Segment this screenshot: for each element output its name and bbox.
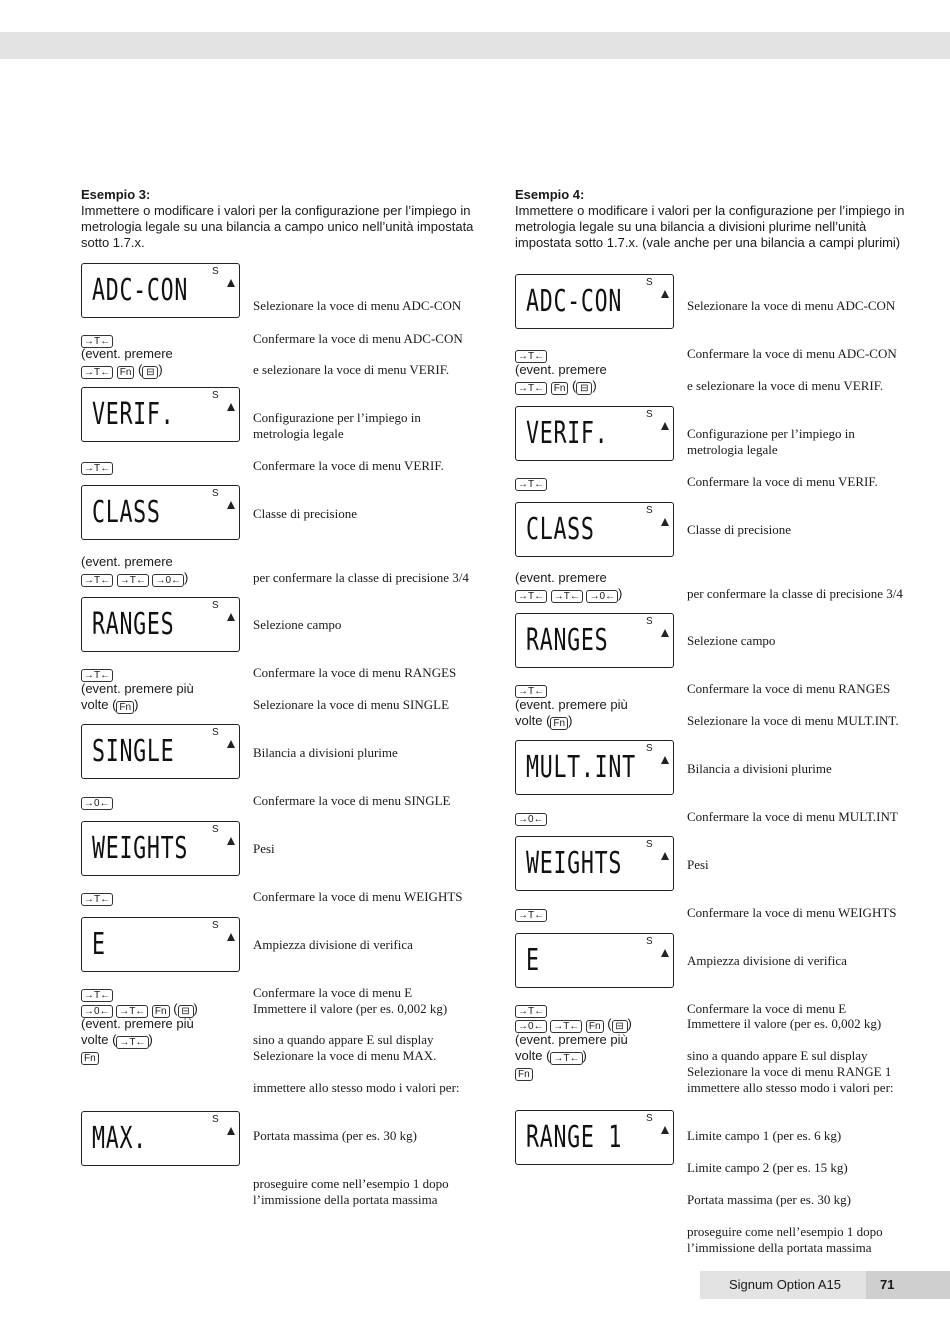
example-4-intro: Immettere o modificare i valori per la configurazione per l’impiego in metrologia legale su una bilancia a divisioni plurime nell’unità impostata sotto 1.7.x. (vale anche per una bilancia a campi plurimi) [515,203,905,250]
example-4-column: Esempio 4: Immettere o modificare i valori per la configurazione per l’impiego in metrologia legale su una bilancia a divisioni plurime nell’unità impostata sotto 1.7.x. (vale anche per una bilancia a campi plurimi) ADC-CON S VERIF. S CLASS S RANGES S MULT.INT S WEIGHTS S E S RANGE 1 S →T← (event. premere →T← Fn ( ⊟ ) →T← (event. premere →T← →T← →0← ) →T← (event. premere più volte ( Fn ) →0← →T← →T← →0← →T← Fn ( ⊟ ) (event. premere più volte ( →T← ) Fn Selezionare la voce di menu ADC-CON Confermare la voce di menu ADC-CON e selezionare la voce di menu VERIF. Configurazione per l’impiego in metrologia legale Confermare la voce di menu VERIF. Classe di precisione per confermare la classe di precisione 3/4 Selezione campo Confermare la voce di menu RANGES Selezionare la voce di menu MULT.INT. Bilancia a divisioni plurime Confermare la voce di menu MULT.INT Pesi Confermare la voce di menu WEIGHTS Ampiezza divisione di verifica Confermare la voce di menu E Immettere il valore (per es. 0,002 kg) sino a quando appare E sul display Selezionare la voce di menu RANGE 1 immettere allo stesso modo i valori per: Limite campo 1 (per es. 6 kg) Limite campo 2 (per es. 15 kg) Portata massima (per es. 30 kg) proseguire come nell’esempio 1 dopo l’immissione della portata massima [0,0,430,1343]
key-tare: →T← [81,331,113,348]
warning-icon [661,949,669,957]
display-range-1: RANGE 1 S [515,1110,674,1165]
warning-icon [661,852,669,860]
example-3-intro: Immettere o modificare i valori per la configurazione per l’impiego in metrologia legale su una bilancia a campo unico nell’unità impostata sotto 1.7.x. [81,203,474,250]
display-verif: VERIF. S [515,406,674,461]
display-class: CLASS S [515,502,674,557]
warning-icon [661,518,669,526]
footer-page-box [866,1271,950,1299]
display-single: SINGLE S [81,724,240,779]
display-weights: WEIGHTS S [515,836,674,891]
display-adc-con: ADC-CON S [515,274,674,329]
display-e: E S [515,933,674,988]
display-adc-con: ADC-CON S [81,263,240,318]
display-mult-int: MULT.INT S [515,740,674,795]
example-4-header [515,187,915,251]
warning-icon [661,1126,669,1134]
footer-title: Signum Option A15 [729,1277,842,1292]
display-ranges: RANGES S [515,613,674,668]
warning-icon [661,756,669,764]
display-ranges: RANGES S [81,597,240,652]
warning-icon [661,290,669,298]
warning-icon [661,422,669,430]
example-4-title: Esempio 4: [515,187,585,202]
display-class: CLASS S [81,485,240,540]
example-3-column: Esempio 3: Immettere o modificare i valori per la configurazione per l’impiego in metrologia legale su una bilancia a campo unico nell’unità impostata sotto 1.7.x. ADC-CON S VERIF. S CLASS S RANGES S SINGLE S WEIGHTS S E S MAX. S →T← (event. premere →T← Fn ( ⊟ ) →T← (event. premere →T← →T← →0← ) →T← (event. premere più volte ( Fn ) →0← →T← →T← →0← →T← Fn ( ⊟ ) (event. premere più volte ( →T← ) Fn Selezionare la voce di menu ADC-CON Confermare la voce di menu ADC-CON e selezionare la voce di menu VERIF. Configurazione per l’impiego in metrologia legale Confermare la voce di menu VERIF. Classe di precisione per confermare la classe di precisione 3/4 Selezione campo Confermare la voce di menu RANGES Selezionare la voce di menu SINGLE Bilancia a divisioni plurime Confermare la voce di menu SINGLE Pesi Confermare la voce di menu WEIGHTS Ampiezza divisione di verifica Confermare la voce di menu E Immettere il valore (per es. 0,002 kg) sino a quando appare E sul display Selezionare la voce di menu MAX. immettere allo stesso modo i valori per: Portata massima (per es. 30 kg) proseguire come nell’esempio 1 dopo l’immissione della portata massima [0,0,430,1343]
warning-icon [661,629,669,637]
display-max: MAX. S [81,1111,240,1166]
display-e: E S [81,917,240,972]
display-verif: VERIF. S [81,387,240,442]
key-tare: →T← [81,458,113,475]
page-number: 71 [880,1277,895,1292]
page-footer [0,1271,950,1299]
example-3-title: Esempio 3: [81,187,151,202]
display-weights: WEIGHTS S [81,821,240,876]
